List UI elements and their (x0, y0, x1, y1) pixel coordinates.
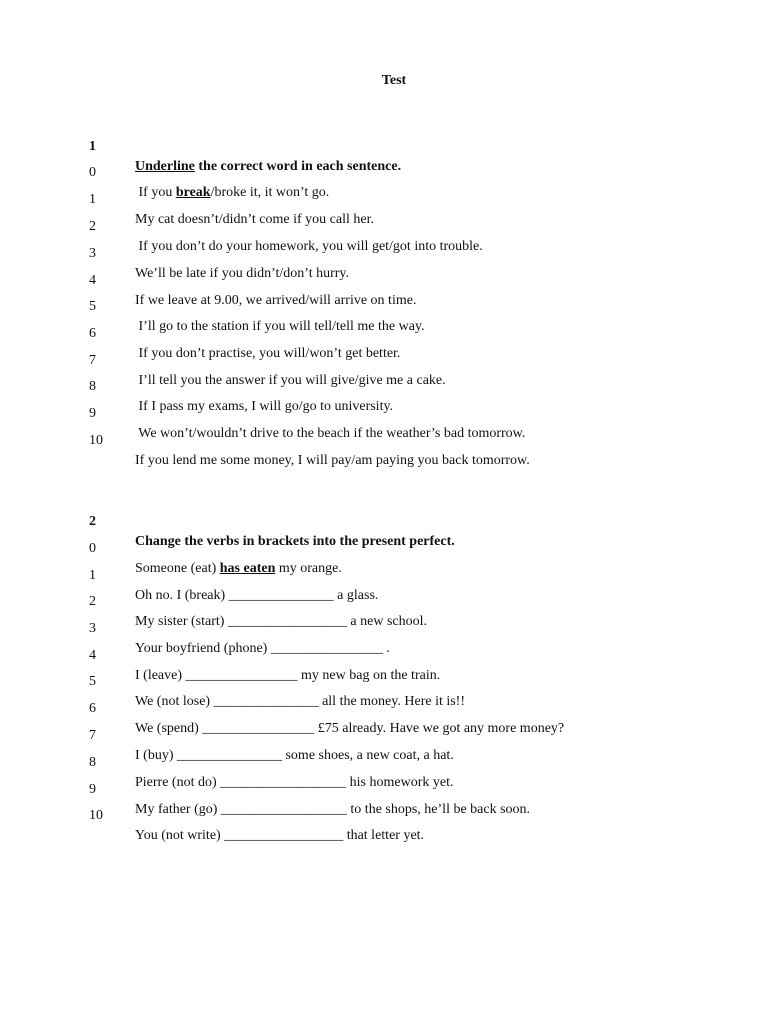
example-before: Someone (eat) (135, 561, 220, 576)
section2-instruction: Change the verbs in brackets into the present perfect. (135, 534, 455, 549)
item-number: 1 (89, 568, 96, 583)
section1-heading (0, 117, 768, 174)
page-title: Test (381, 73, 407, 88)
item-number: 10 (89, 808, 103, 823)
item-number: 7 (89, 728, 96, 743)
item-text: I’ll go to the station if you will tell/tell me the way. (135, 319, 425, 334)
item-number: 6 (89, 326, 96, 341)
example-after: /broke it, it won’t go. (210, 185, 330, 200)
item-text: If you don’t practise, you will/won’t get better. (135, 346, 401, 361)
item-number: 8 (89, 379, 96, 394)
item-number: 0 (89, 165, 96, 180)
item-number: 4 (89, 273, 96, 288)
item-text: If you don’t do your homework, you will get/got into trouble. (135, 239, 483, 254)
item-number: 3 (89, 246, 96, 261)
example-after: my orange. (275, 561, 342, 576)
item-number: 0 (89, 541, 96, 556)
item-number: 8 (89, 755, 96, 770)
item-text: Pierre (not do) __________________ his homework yet. (135, 775, 454, 790)
item-text: You (not write) _________________ that letter yet. (135, 828, 425, 843)
item-number: 7 (89, 353, 96, 368)
section1-number: 1 (89, 139, 96, 154)
section1-instruction-underlined: Underline (135, 159, 195, 174)
item-text: We (spend) ________________ £75 already. Have we got any more money? (135, 721, 565, 736)
item-text: My father (go) __________________ to the shops, he’ll be back soon. (135, 802, 531, 817)
example-before: If you (135, 185, 176, 200)
item-number: 2 (89, 219, 96, 234)
item-text: We’ll be late if you didn’t/don’t hurry. (135, 266, 350, 281)
item-text: My sister (start) _________________ a new school. (135, 614, 428, 629)
item-text: We (not lose) _______________ all the money. Here it is!! (135, 694, 466, 709)
item-number: 10 (89, 433, 103, 448)
example-answer: has eaten (219, 561, 276, 576)
section1-instruction-rest: the correct word in each sentence. (194, 159, 402, 174)
item-text: If I pass my exams, I will go/go to university. (135, 399, 394, 414)
item-text: I’ll tell you the answer if you will give/give me a cake. (135, 373, 446, 388)
item-text: If you lend me some money, I will pay/am paying you back tomorrow. (135, 453, 530, 468)
section2-number: 2 (89, 514, 96, 529)
section2-heading (0, 492, 768, 549)
item-number: 6 (89, 701, 96, 716)
item-number: 5 (89, 299, 96, 314)
item-number: 9 (89, 406, 96, 421)
item-number: 5 (89, 674, 96, 689)
item-number: 9 (89, 782, 96, 797)
item-text: If we leave at 9.00, we arrived/will arrive on time. (135, 293, 417, 308)
item-number: 2 (89, 594, 96, 609)
item-text: We won’t/wouldn’t drive to the beach if the weather’s bad tomorrow. (135, 426, 526, 441)
item-text: Your boyfriend (phone) ________________ . (135, 641, 390, 656)
example-answer: break (175, 185, 211, 200)
item-text: I (leave) ________________ my new bag on the train. (135, 668, 441, 683)
item-number: 3 (89, 621, 96, 636)
item-text: Oh no. I (break) _______________ a glass. (135, 588, 379, 603)
item-number: 1 (89, 192, 96, 207)
item-text: I (buy) _______________ some shoes, a new coat, a hat. (135, 748, 454, 763)
item-number: 4 (89, 648, 96, 663)
item-text: My cat doesn’t/didn’t come if you call her. (135, 212, 374, 227)
